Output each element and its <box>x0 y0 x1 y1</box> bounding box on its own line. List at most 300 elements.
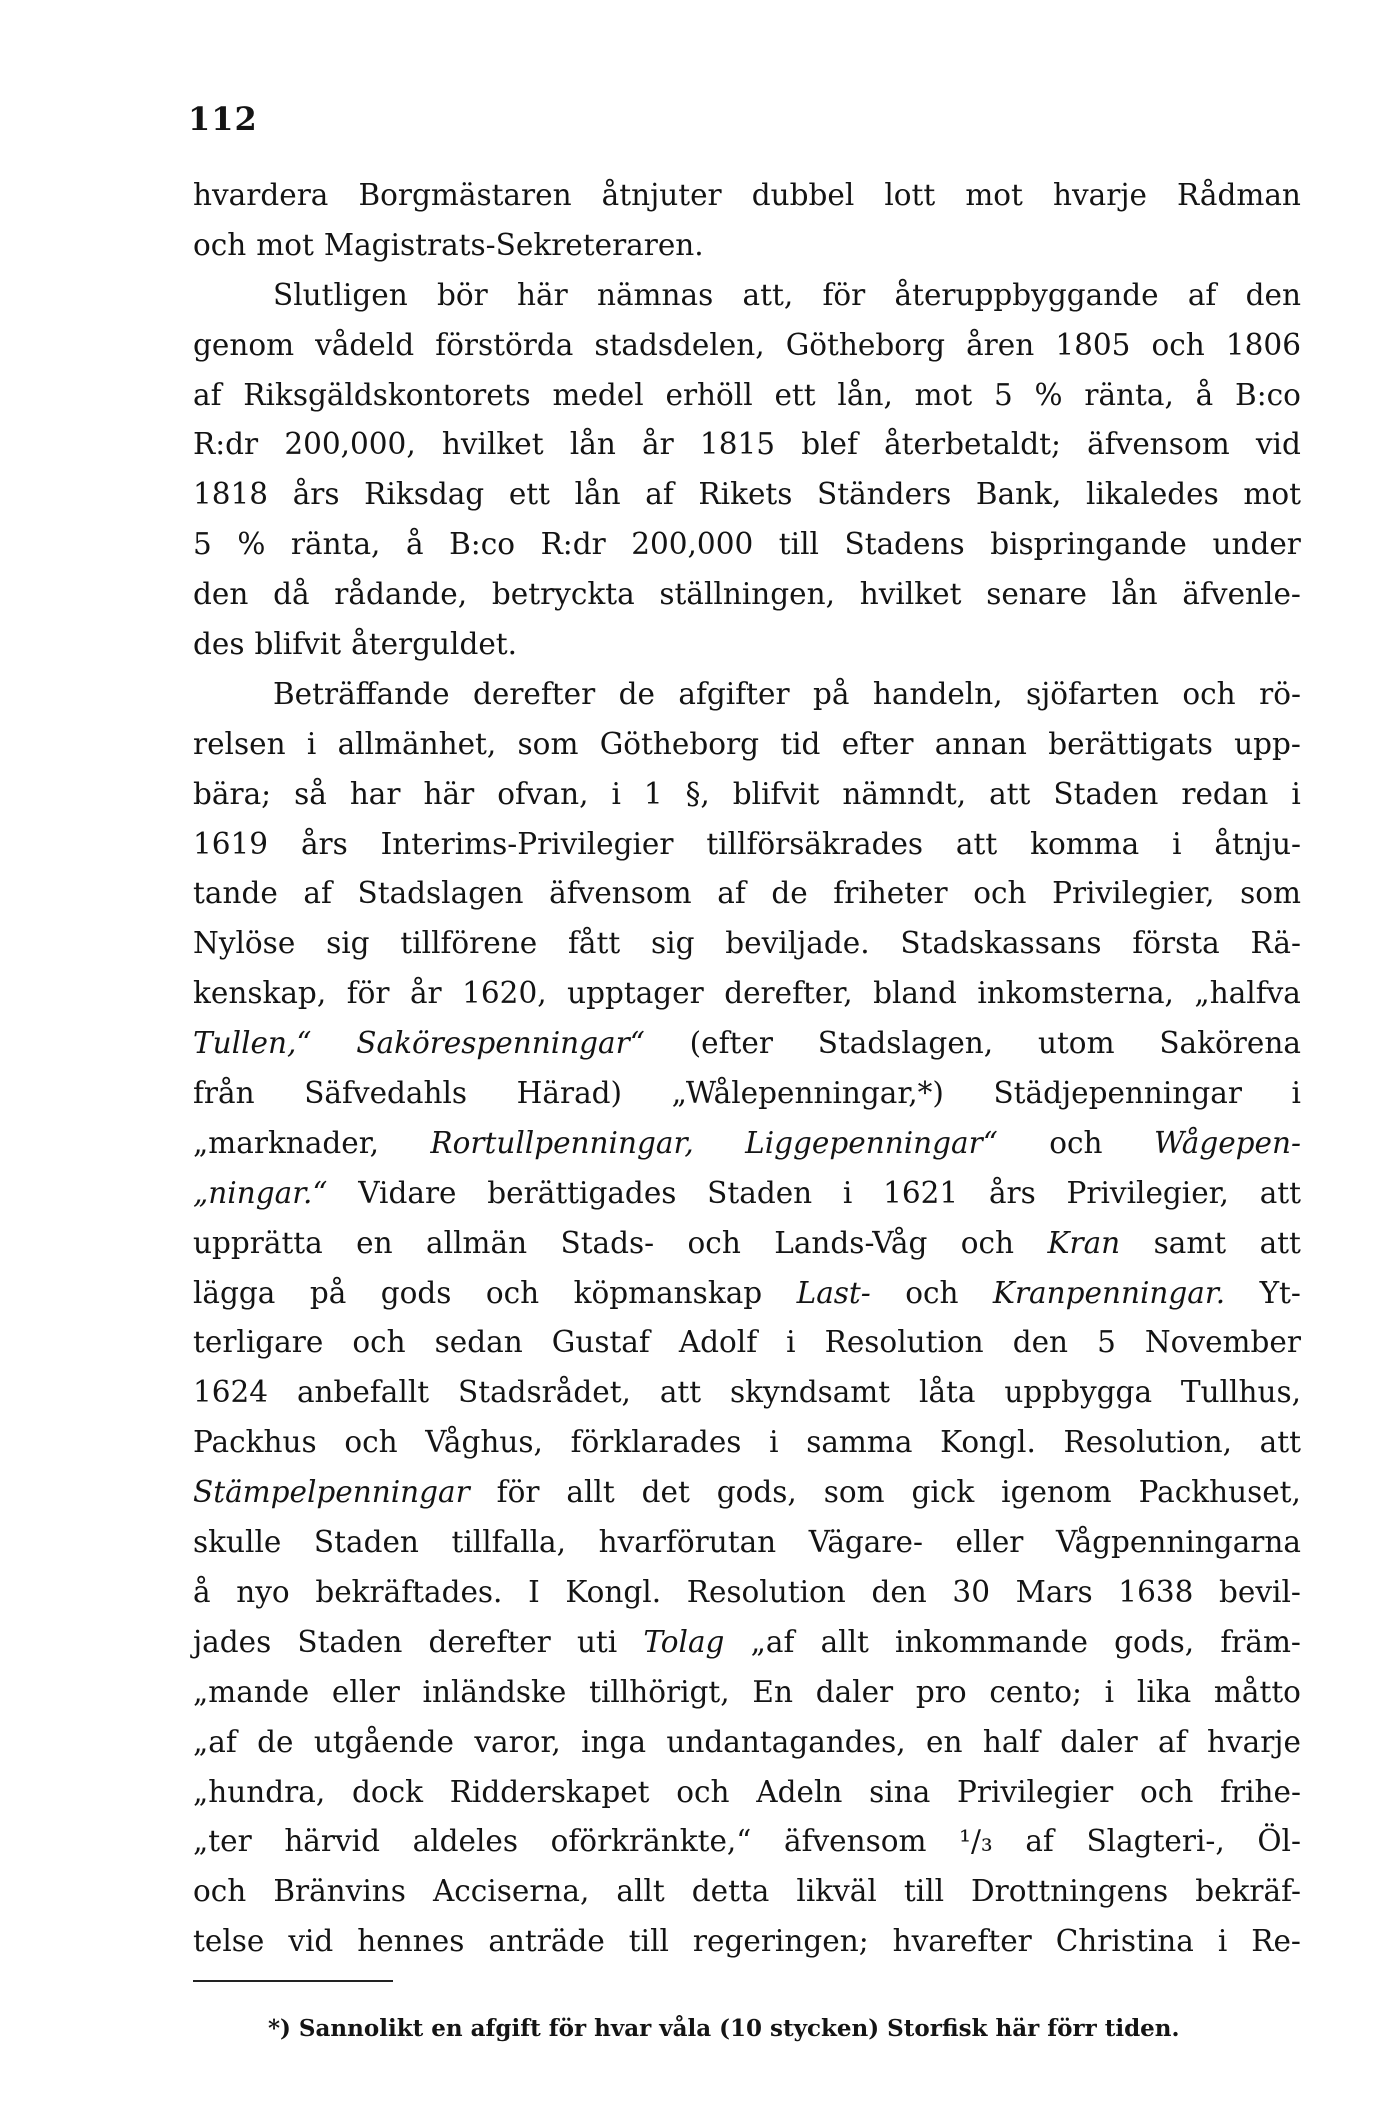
word: „af <box>193 1724 237 1759</box>
word: „Wålepenningar,*) <box>671 1076 944 1111</box>
text-line <box>193 1425 1301 1475</box>
word: ¹/₃ <box>959 1824 993 1859</box>
word: Stadskassans <box>900 926 1102 961</box>
text-line <box>193 1924 1301 1974</box>
word: för <box>822 277 866 312</box>
word: varor, <box>474 1724 561 1759</box>
word: i <box>1104 1674 1115 1709</box>
text-line <box>193 1525 1301 1575</box>
word: som <box>1240 876 1301 911</box>
word: afgifter <box>678 676 790 711</box>
word: skyndsamt <box>730 1375 891 1410</box>
text-line <box>193 378 1301 428</box>
word: relsen <box>193 726 286 761</box>
word: friheter <box>833 876 948 911</box>
word: derefter, <box>724 976 853 1011</box>
word: ränta, <box>1084 377 1174 412</box>
word: i <box>769 1425 779 1460</box>
word: här <box>423 776 475 811</box>
word: en <box>356 1225 393 1260</box>
word: Yt- <box>1259 1275 1301 1310</box>
word: äfvensom <box>549 876 692 911</box>
word: 1818 <box>193 477 269 512</box>
word: inga <box>581 1724 647 1759</box>
word: ett <box>508 477 550 512</box>
word: November <box>1144 1325 1301 1360</box>
word: under <box>1212 527 1301 562</box>
word: Rortullpenningar, <box>430 1125 694 1160</box>
word: åtnjuter <box>601 178 722 212</box>
word: och <box>193 227 247 262</box>
word: daler <box>815 1674 894 1709</box>
word: att <box>989 776 1031 811</box>
word: lott <box>884 178 936 212</box>
word: En <box>752 1674 793 1709</box>
word: gods <box>380 1275 452 1310</box>
word: R:dr <box>540 527 606 562</box>
text-line <box>193 577 1301 627</box>
word: terligare <box>193 1325 324 1360</box>
word: Götheborg <box>599 726 759 761</box>
text-line <box>193 1026 1301 1076</box>
word: Nylöse <box>193 926 296 961</box>
word: och <box>676 1774 730 1809</box>
word: af <box>717 876 746 911</box>
word: lika <box>1136 1674 1192 1709</box>
word: mot <box>1243 477 1301 512</box>
word: tillhörigt, <box>589 1674 730 1709</box>
text-line <box>193 1625 1301 1675</box>
text-line <box>193 727 1301 777</box>
word: Stadens <box>844 527 965 562</box>
word: Resolution, <box>1063 1425 1232 1460</box>
word: skulle <box>193 1525 282 1560</box>
word: Staden <box>707 1175 813 1210</box>
word: Wågepen- <box>1153 1125 1301 1160</box>
word: Kongl. <box>565 1574 662 1609</box>
word: för <box>346 976 390 1011</box>
word: 1805 <box>1055 327 1131 362</box>
word: eller <box>955 1525 1024 1560</box>
word: och <box>193 1874 247 1909</box>
word: som <box>517 726 579 761</box>
word: Rikets <box>698 477 793 512</box>
word: Ridderskapet <box>449 1774 650 1809</box>
word: främ- <box>1220 1624 1301 1659</box>
word: hvilket <box>441 427 544 462</box>
word: Kran <box>1047 1225 1121 1260</box>
word: å <box>405 527 424 562</box>
word: de <box>618 676 655 711</box>
word: samma <box>806 1425 913 1460</box>
text-line <box>193 876 1301 926</box>
text-line <box>193 1176 1301 1226</box>
word: stadsdelen, <box>594 327 765 362</box>
word: vid <box>288 1924 334 1959</box>
word: för <box>496 1475 540 1510</box>
word: sig <box>326 926 370 961</box>
word: Staden <box>1053 776 1159 811</box>
word: blef <box>801 427 858 462</box>
word: af <box>645 477 674 512</box>
word: i <box>1172 826 1182 861</box>
word: återbetaldt; <box>884 427 1061 462</box>
word: hennes <box>357 1924 465 1959</box>
word: dock <box>351 1774 424 1809</box>
word: bekräftades. <box>315 1574 503 1609</box>
word: sina <box>869 1774 931 1809</box>
word: till <box>628 1924 669 1959</box>
text-line <box>193 1575 1301 1625</box>
word: Interims-Privilegier <box>380 826 674 861</box>
word: Bränvins <box>273 1874 406 1909</box>
text-line <box>193 1375 1301 1425</box>
word: att <box>1259 1225 1301 1260</box>
text-line <box>193 1874 1301 1924</box>
word: eller <box>331 1674 400 1709</box>
word: Last- <box>796 1275 871 1310</box>
word: Slagteri-, <box>1086 1824 1225 1859</box>
word: des <box>193 627 245 662</box>
word: Packhuset, <box>1138 1475 1301 1510</box>
word: Christina <box>1055 1924 1194 1959</box>
word: upp- <box>1234 726 1301 761</box>
word: och <box>973 876 1027 911</box>
word: nämndt, <box>842 776 967 811</box>
word: (efter <box>689 1026 773 1061</box>
word: hvardera <box>193 178 329 212</box>
text-line <box>193 477 1301 527</box>
word: 5 <box>993 377 1013 412</box>
word: så <box>294 776 327 811</box>
word: hvarje <box>1052 178 1147 212</box>
word: 1621 <box>883 1175 959 1210</box>
text-line <box>193 777 1301 827</box>
word: Resolution <box>824 1325 984 1360</box>
word: till <box>903 1874 945 1909</box>
word: daler <box>1060 1724 1138 1759</box>
word: den <box>193 577 249 612</box>
text-line <box>193 1775 1301 1825</box>
word: tid <box>780 726 821 761</box>
word: §, <box>685 776 710 811</box>
word: 1620, <box>462 976 547 1011</box>
word: handeln, <box>872 676 1003 711</box>
word: återguldet. <box>351 627 518 662</box>
body-text <box>193 178 1301 1974</box>
word: berättigades <box>487 1175 677 1210</box>
text-line <box>193 827 1301 877</box>
word: nyo <box>236 1574 290 1609</box>
word: då <box>273 577 310 612</box>
word: berättigats <box>1048 726 1213 761</box>
word: åtnju- <box>1214 826 1301 861</box>
word: af <box>1187 277 1217 312</box>
word: % <box>237 527 266 562</box>
word: dubbel <box>751 178 855 212</box>
word: af <box>303 876 332 911</box>
text-line <box>193 228 1301 278</box>
text-line <box>193 1325 1301 1375</box>
word: hvarje <box>1206 1724 1301 1759</box>
word: blifvit <box>732 776 820 811</box>
word: Stadsrådet, <box>458 1375 631 1410</box>
word: derefter <box>428 1624 551 1659</box>
word: första <box>1132 926 1220 961</box>
word: erhöll <box>665 377 753 412</box>
word: Riksgäldskontorets <box>243 377 531 412</box>
word: Privilegier, <box>1066 1175 1229 1210</box>
text-line <box>193 1675 1301 1725</box>
word: äfvensom <box>1087 427 1230 462</box>
word: upptager <box>567 976 704 1011</box>
text-line <box>193 1126 1301 1176</box>
word: igenom <box>1001 1475 1112 1510</box>
word: 1619 <box>193 826 269 861</box>
word: utom <box>1037 1026 1115 1061</box>
word: ofvan, <box>497 776 589 811</box>
word: af <box>193 377 222 412</box>
word: aldeles <box>412 1824 519 1859</box>
word: Magistrats-Sekreteraren. <box>323 227 704 262</box>
word: 1806 <box>1225 327 1301 362</box>
word: „halfva <box>1194 976 1301 1011</box>
word: allmänhet, <box>337 726 497 761</box>
word: allt <box>820 1624 869 1659</box>
word: förstörda <box>435 327 574 362</box>
text-line <box>193 976 1301 1026</box>
word: likväl <box>796 1874 877 1909</box>
word: och <box>960 1225 1015 1260</box>
word: i <box>842 1175 853 1210</box>
word: likaledes <box>1086 477 1219 512</box>
word: äfvensom <box>784 1824 927 1859</box>
word: Rådman <box>1177 178 1301 212</box>
word: Mars <box>1015 1574 1093 1609</box>
word: års <box>292 477 340 512</box>
word: vådeld <box>315 327 415 362</box>
word: Adolf <box>678 1325 758 1360</box>
word: å <box>1195 377 1214 412</box>
word: 1624 <box>193 1375 269 1410</box>
word: regeringen; <box>692 1924 869 1959</box>
word: till <box>778 527 819 562</box>
word: blifvit <box>254 627 342 662</box>
word: utgående <box>313 1724 455 1759</box>
word: half <box>982 1724 1040 1759</box>
text-line <box>193 1076 1301 1126</box>
word: ränta, <box>290 527 381 562</box>
text-line <box>193 1824 1301 1874</box>
word: uppbygga <box>1004 1375 1153 1410</box>
word: Staden <box>297 1624 403 1659</box>
word: köpmanskap <box>573 1275 763 1310</box>
word: sedan <box>434 1325 523 1360</box>
text-line <box>193 278 1301 328</box>
word: att <box>955 826 998 861</box>
word: tillfalla, <box>451 1525 566 1560</box>
word: lån, <box>837 377 893 412</box>
word: anbefallt <box>296 1375 430 1410</box>
word: fått <box>568 926 621 961</box>
text-line <box>193 328 1301 378</box>
word: år <box>642 427 674 462</box>
word: redan <box>1181 776 1269 811</box>
word: frihe- <box>1220 1774 1301 1809</box>
word: gick <box>911 1475 975 1510</box>
word: gods, <box>1114 1624 1195 1659</box>
word: Privilegier <box>957 1774 1114 1809</box>
word: Vågpenningarna <box>1055 1525 1301 1560</box>
word: 1638 <box>1118 1574 1194 1609</box>
text-line <box>193 1725 1301 1775</box>
word: mot <box>914 377 973 412</box>
word: mot <box>965 178 1023 212</box>
word: allt <box>566 1475 615 1510</box>
word: Stadslagen <box>357 876 524 911</box>
word: Tullen,“ <box>193 1026 312 1061</box>
word: de <box>257 1724 294 1759</box>
word: hvilket <box>859 577 962 612</box>
word: bekräf- <box>1195 1874 1301 1909</box>
word: bära; <box>193 776 272 811</box>
word: ett <box>774 377 816 412</box>
word: låta <box>919 1375 976 1410</box>
word: äfvenle- <box>1182 577 1301 612</box>
word: hvarefter <box>892 1924 1032 1959</box>
word: medel <box>552 377 644 412</box>
text-line <box>193 1475 1301 1525</box>
word: derefter <box>472 676 596 711</box>
word: Sakörespenningar“ <box>356 1026 645 1061</box>
word: att, <box>742 277 794 312</box>
word: 5 <box>1097 1325 1116 1360</box>
page-number: 112 <box>188 100 258 138</box>
word: Re- <box>1251 1924 1301 1959</box>
word: allmän <box>426 1225 528 1260</box>
word: af <box>1158 1724 1187 1759</box>
word: har <box>349 776 401 811</box>
word: vid <box>1255 427 1301 462</box>
word: Rä- <box>1250 926 1301 961</box>
word: % <box>1034 377 1063 412</box>
word: måtto <box>1213 1674 1301 1709</box>
word: och <box>352 1325 406 1360</box>
word: tillförsäkrades <box>706 826 924 861</box>
word: af <box>1025 1824 1054 1859</box>
word: återuppbyggande <box>894 277 1159 312</box>
word: Götheborg <box>785 327 945 362</box>
word: bland <box>873 976 957 1011</box>
word: 200,000, <box>284 427 416 462</box>
word: tande <box>193 876 278 911</box>
word: och <box>485 1275 540 1310</box>
word: Stadslagen, <box>817 1026 994 1061</box>
word: bör <box>436 277 488 312</box>
word: och <box>1140 1774 1194 1809</box>
text-line <box>193 527 1301 577</box>
word: års <box>300 826 348 861</box>
word: i <box>306 726 317 761</box>
word: på <box>309 1275 347 1310</box>
word: I <box>528 1574 540 1609</box>
word: Borgmästaren <box>358 178 572 212</box>
text-line <box>193 627 1301 677</box>
word: rådande, <box>334 577 468 612</box>
word: Packhus <box>193 1425 317 1460</box>
word: detta <box>691 1874 770 1909</box>
word: den <box>1012 1325 1069 1360</box>
word: Kongl. <box>940 1425 1036 1460</box>
word: Drottningens <box>971 1874 1169 1909</box>
word: förklarades <box>570 1425 742 1460</box>
footnote-rule <box>193 1980 393 1982</box>
word: lån <box>569 427 616 462</box>
word: gods, <box>716 1475 797 1510</box>
word: „mande <box>193 1674 310 1709</box>
word: „af <box>750 1624 795 1659</box>
word: Resolution <box>686 1574 846 1609</box>
word: Öl- <box>1257 1824 1301 1859</box>
word: senare <box>986 577 1087 612</box>
word: rö- <box>1259 676 1301 711</box>
word: 200,000 <box>631 527 754 562</box>
word: den <box>1245 277 1301 312</box>
word: det <box>641 1475 690 1510</box>
word: en <box>926 1724 963 1759</box>
word: den <box>871 1574 927 1609</box>
word: Slutligen <box>273 277 408 312</box>
word: i <box>611 776 621 811</box>
footnote: *) Sannolikt en afgift för hvar våla (10 stycken) Storfisk här förr tiden. <box>268 2015 1180 2042</box>
word: Vidare <box>358 1175 457 1210</box>
word: Städjepenningar <box>993 1076 1242 1111</box>
word: telse <box>193 1924 265 1959</box>
word: härvid <box>284 1824 380 1859</box>
word: 1 <box>643 776 663 811</box>
word: åren <box>966 327 1035 362</box>
word: komma <box>1030 826 1140 861</box>
word: sig <box>651 926 695 961</box>
word: „ter <box>193 1824 252 1859</box>
word: Våghus, <box>425 1425 543 1460</box>
word: och <box>687 1225 741 1260</box>
word: Bank, <box>975 477 1062 512</box>
text-line <box>193 427 1301 477</box>
text-line <box>193 1276 1301 1326</box>
text-line <box>193 677 1301 727</box>
word: och <box>1182 676 1236 711</box>
word: Gustaf <box>551 1325 650 1360</box>
word: cento; <box>989 1674 1082 1709</box>
word: Stämpelpenningar <box>193 1475 470 1510</box>
word: i <box>1217 1924 1228 1959</box>
word: Härad) <box>516 1076 623 1111</box>
word: att <box>659 1375 702 1410</box>
word: inkommande <box>895 1624 1088 1659</box>
word: och <box>905 1275 959 1310</box>
word: hvarförutan <box>598 1525 777 1560</box>
word: „marknader, <box>193 1125 379 1160</box>
word: efter <box>841 726 914 761</box>
word: från <box>193 1076 255 1111</box>
text-line <box>193 926 1301 976</box>
word: Staden <box>313 1525 419 1560</box>
word: 5 <box>193 527 212 562</box>
word: lägga <box>193 1275 276 1310</box>
word: R:dr <box>193 427 259 462</box>
word: Beträffande <box>273 676 450 711</box>
